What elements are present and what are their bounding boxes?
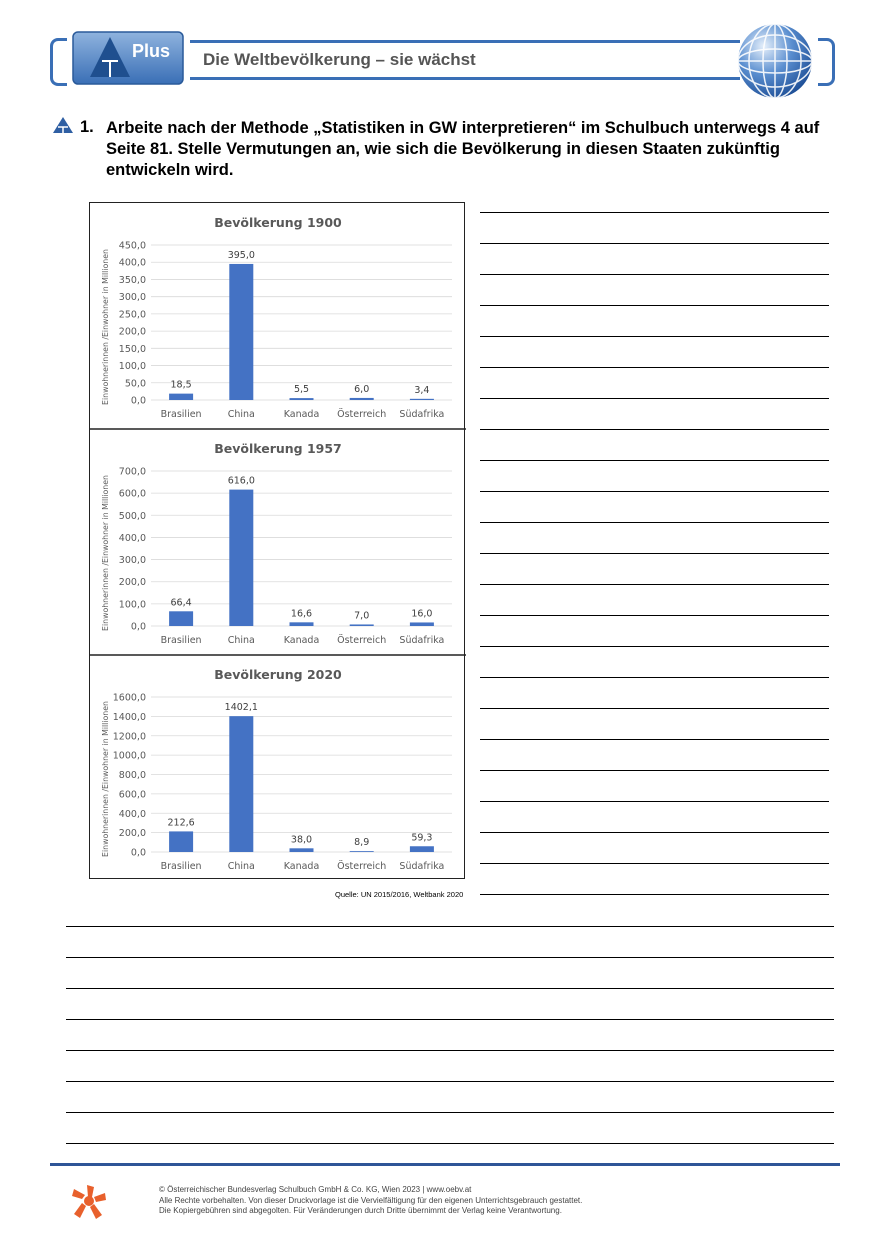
x-tick-label: Österreich — [337, 861, 387, 872]
bar — [290, 398, 314, 400]
data-label: 1402,1 — [224, 702, 258, 714]
data-label: 38,0 — [290, 834, 313, 846]
y-tick-label: 200,0 — [118, 326, 146, 338]
y-tick-label: 0,0 — [130, 395, 146, 407]
bar — [229, 490, 253, 626]
y-tick-label: 0,0 — [130, 621, 146, 633]
answer-line — [480, 739, 829, 740]
answer-line — [480, 894, 829, 895]
answer-line — [480, 305, 829, 306]
data-label: 8,9 — [354, 837, 370, 849]
answer-line — [66, 1143, 834, 1144]
y-tick-label: 400,0 — [118, 808, 146, 820]
data-label: 18,5 — [170, 379, 192, 391]
x-tick-label: Brasilien — [160, 635, 202, 646]
y-tick-label: 400,0 — [118, 257, 146, 269]
answer-line — [66, 1019, 834, 1020]
y-tick-label: 600,0 — [118, 488, 146, 500]
bar — [169, 611, 193, 626]
answer-line — [480, 832, 829, 833]
y-tick-label: 500,0 — [118, 510, 146, 522]
chart-container — [89, 202, 465, 879]
y-tick-label: 450,0 — [118, 240, 146, 252]
x-tick-label: Südafrika — [399, 635, 445, 646]
y-axis-label: Einwohnerinnen /Einwohner in Millionen — [101, 701, 110, 857]
x-tick-label: Südafrika — [399, 409, 445, 420]
answer-line — [480, 460, 829, 461]
answer-line — [480, 522, 829, 523]
footer-line-1: © Österreichischer Bundesverlag Schulbuch GmbH & Co. KG, Wien 2023 | www.oebv.at — [159, 1185, 472, 1194]
y-tick-label: 200,0 — [118, 828, 146, 840]
y-tick-label: 150,0 — [118, 343, 146, 355]
y-tick-label: 200,0 — [118, 577, 146, 589]
x-tick-label: Brasilien — [160, 861, 202, 872]
x-tick-label: Österreich — [337, 409, 387, 420]
y-tick-label: 1000,0 — [112, 750, 146, 762]
answer-line — [66, 926, 834, 927]
footer-line-2: Alle Rechte vorbehalten. Von dieser Druckvorlage ist die Vervielfältigung für den eigenen Unterrichtsgebrauch gestattet. — [159, 1195, 583, 1205]
answer-line — [480, 553, 829, 554]
y-tick-label: 250,0 — [118, 309, 146, 321]
x-tick-label: China — [227, 861, 255, 872]
data-label: 616,0 — [227, 475, 255, 487]
header-bracket-right — [818, 38, 835, 86]
header-bracket-left — [50, 38, 67, 86]
data-label: 66,4 — [170, 597, 192, 609]
header-rule-top — [190, 40, 740, 43]
y-tick-label: 0,0 — [130, 847, 146, 859]
chart-title: Bevölkerung 2020 — [214, 667, 342, 682]
data-label: 59,3 — [411, 832, 433, 844]
bar — [410, 846, 434, 852]
task-triangle-icon — [52, 116, 74, 134]
bar — [350, 851, 374, 852]
answer-line — [480, 212, 829, 213]
data-label: 16,0 — [411, 608, 433, 620]
publisher-logo-icon — [70, 1183, 108, 1221]
bar — [229, 716, 253, 852]
footer-line-3: Die Kopiergebühren sind abgegolten. Für Veränderungen durch Dritte übernimmt der Verlag keine Verantwortung. — [159, 1206, 562, 1215]
y-tick-label: 300,0 — [118, 292, 146, 304]
x-tick-label: Österreich — [337, 635, 387, 646]
answer-line — [480, 646, 829, 647]
y-tick-label: 300,0 — [118, 555, 146, 567]
answer-line — [480, 584, 829, 585]
page-title: Die Weltbevölkerung – sie wächst — [203, 50, 476, 69]
y-tick-label: 100,0 — [118, 599, 146, 611]
data-label: 395,0 — [227, 249, 255, 261]
header-rule-bottom — [190, 77, 740, 80]
bar — [350, 398, 374, 400]
y-tick-label: 100,0 — [118, 361, 146, 373]
y-axis-label: Einwohnerinnen /Einwohner in Millionen — [101, 249, 110, 405]
bar — [169, 394, 193, 400]
answer-line — [480, 398, 829, 399]
y-tick-label: 600,0 — [118, 789, 146, 801]
bar — [350, 624, 374, 626]
chart-title: Bevölkerung 1957 — [214, 441, 342, 456]
globe-icon — [736, 22, 814, 100]
x-tick-label: Kanada — [283, 635, 320, 646]
answer-line — [480, 801, 829, 802]
x-tick-label: Brasilien — [160, 409, 202, 420]
y-tick-label: 1200,0 — [112, 731, 146, 743]
plus-logo-text: Plus — [132, 41, 171, 61]
bar — [169, 831, 193, 852]
x-tick-label: China — [227, 409, 255, 420]
answer-line — [480, 367, 829, 368]
answer-line — [480, 429, 829, 430]
data-label: 212,6 — [167, 817, 195, 829]
data-label: 6,0 — [354, 383, 370, 395]
footer-rule — [50, 1163, 840, 1166]
answer-line — [480, 863, 829, 864]
answer-line — [66, 1112, 834, 1113]
y-tick-label: 350,0 — [118, 274, 146, 286]
plus-logo — [72, 31, 184, 85]
y-tick-label: 1400,0 — [112, 711, 146, 723]
answer-line — [480, 243, 829, 244]
data-label: 3,4 — [414, 384, 430, 396]
bar — [290, 848, 314, 852]
y-tick-label: 700,0 — [118, 466, 146, 478]
answer-line — [480, 770, 829, 771]
task-number: 1. — [80, 118, 94, 136]
chart-title: Bevölkerung 1900 — [214, 215, 342, 230]
x-tick-label: China — [227, 635, 255, 646]
answer-line — [480, 274, 829, 275]
y-tick-label: 50,0 — [124, 378, 146, 390]
answer-line — [66, 1081, 834, 1082]
task-instruction: Arbeite nach der Methode „Statistiken in GW interpretieren“ im Schulbuch unterwegs 4 auf Seite 81. Stelle Vermutungen an, wie sich die Bevölkerung in diesen Staaten zukünftig entwickeln wird. — [106, 119, 820, 179]
x-tick-label: Südafrika — [399, 861, 445, 872]
x-tick-label: Kanada — [283, 861, 320, 872]
data-label: 16,6 — [290, 608, 313, 620]
answer-line — [480, 491, 829, 492]
answer-line — [66, 1050, 834, 1051]
y-axis-label: Einwohnerinnen /Einwohner in Millionen — [101, 475, 110, 631]
population-charts — [90, 203, 466, 880]
bar — [410, 622, 434, 626]
x-tick-label: Kanada — [283, 409, 320, 420]
answer-line — [480, 336, 829, 337]
y-tick-label: 800,0 — [118, 770, 146, 781]
answer-line — [480, 677, 829, 678]
source-note: Quelle: UN 2015/2016, Weltbank 2020 — [335, 890, 464, 899]
bar — [290, 622, 314, 626]
answer-line — [66, 957, 834, 958]
footer-text — [159, 1185, 582, 1217]
data-label: 5,5 — [293, 384, 310, 396]
bar — [229, 264, 253, 400]
answer-line — [66, 988, 834, 989]
y-tick-label: 1600,0 — [112, 692, 146, 704]
data-label: 7,0 — [354, 610, 370, 622]
answer-line — [480, 708, 829, 709]
bar — [410, 399, 434, 400]
y-tick-label: 400,0 — [118, 532, 146, 544]
answer-line — [480, 615, 829, 616]
